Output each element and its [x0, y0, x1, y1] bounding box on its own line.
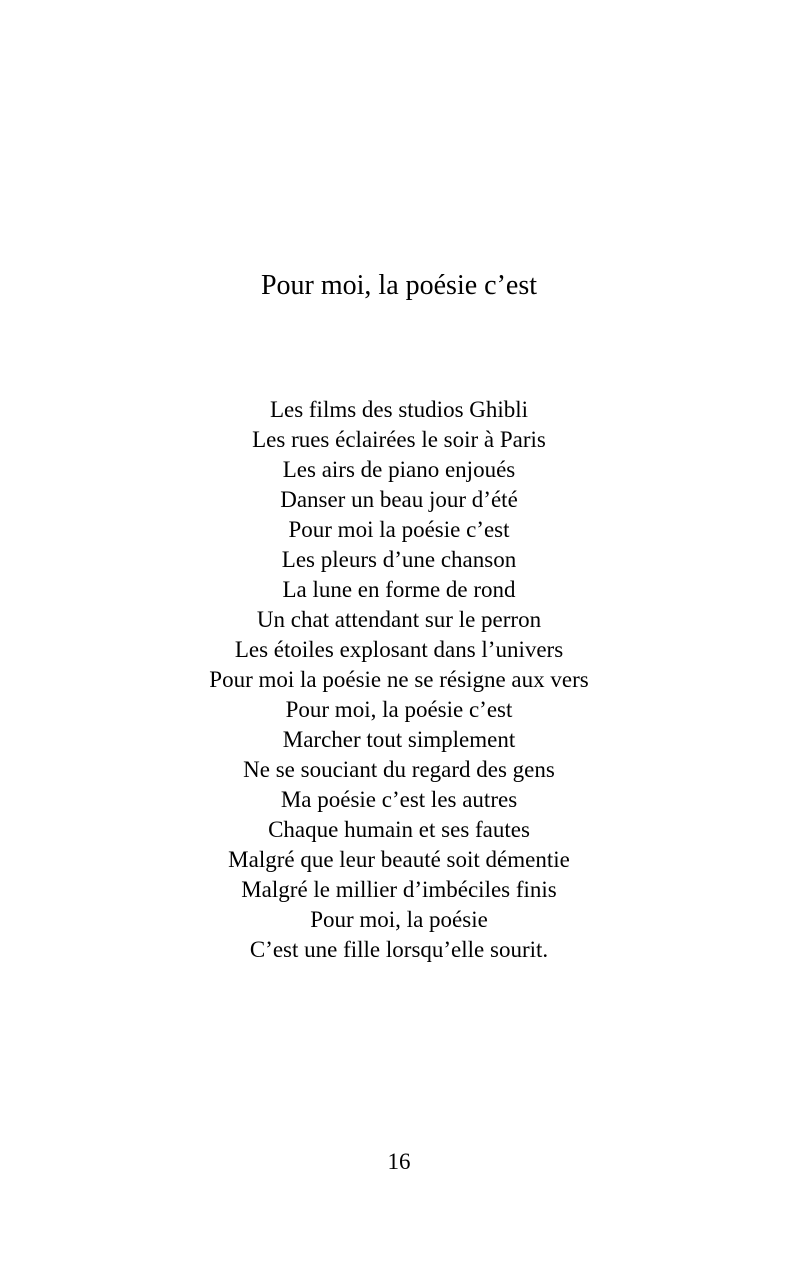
poem-line: Pour moi, la poésie c’est — [285, 697, 513, 722]
poem-line: Les pleurs d’une chanson — [281, 547, 517, 572]
page-number: 16 — [387, 1149, 411, 1174]
poem-line: Ne se souciant du regard des gens — [243, 757, 555, 782]
poem-line: Malgré le millier d’imbéciles finis — [241, 877, 557, 902]
poem-line: Pour moi, la poésie — [310, 907, 488, 932]
poem-body — [0, 395, 798, 965]
poem-line: Les films des studios Ghibli — [269, 397, 529, 422]
poem-line: Malgré que leur beauté soit démentie — [228, 847, 570, 872]
poem-line: Un chat attendant sur le perron — [256, 607, 542, 632]
poem-line: Chaque humain et ses fautes — [268, 817, 530, 842]
poem-line: La lune en forme de rond — [282, 577, 516, 602]
poem-line: Pour moi la poésie ne se résigne aux vers — [209, 667, 589, 692]
poem-line: Les étoiles explosant dans l’univers — [234, 637, 564, 662]
poem-line: Les rues éclairées le soir à Paris — [252, 427, 546, 452]
poem-line: C’est une fille lorsqu’elle sourit. — [249, 937, 549, 962]
poem-title: Pour moi, la poésie c’est — [260, 270, 538, 301]
poem-line: Ma poésie c’est les autres — [280, 787, 518, 812]
poem-line: Danser un beau jour d’été — [280, 487, 518, 512]
poem-line: Les airs de piano enjoués — [282, 457, 516, 482]
poem-line: Marcher tout simplement — [282, 727, 516, 752]
poem-line: Pour moi la poésie c’est — [288, 517, 510, 542]
